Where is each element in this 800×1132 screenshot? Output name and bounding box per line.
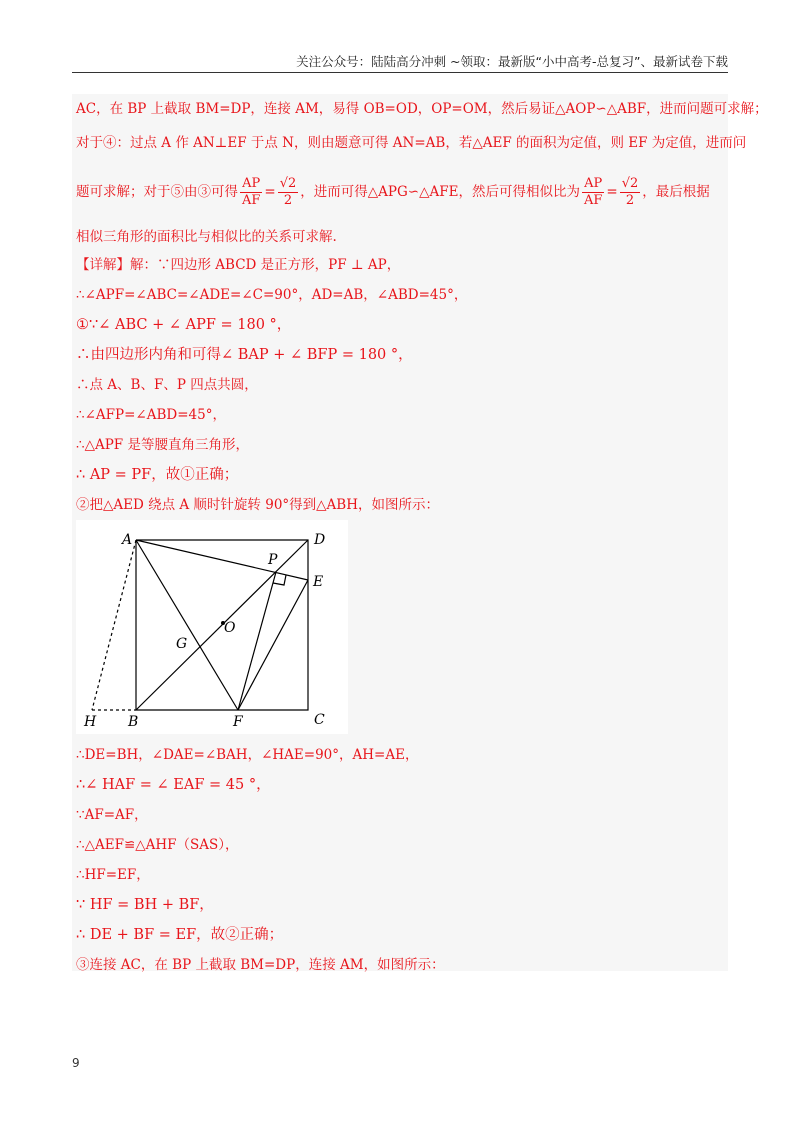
fraction-denominator: AF xyxy=(242,193,261,208)
text-span: 题可求解；对于⑤由③可得 xyxy=(76,184,238,200)
fraction-numerator: AP xyxy=(240,176,262,193)
text-line: ∵ HF = BH + BF， xyxy=(76,897,214,913)
dashed-segment-ah xyxy=(92,540,136,710)
header-rule xyxy=(72,72,728,73)
text-line: ∴HF=EF， xyxy=(76,867,150,883)
fraction-ap-af xyxy=(240,176,262,209)
label-o: O xyxy=(224,620,236,636)
text-span: ，进而可得△APG∽△AFE，然后可得相似比为 xyxy=(300,184,580,200)
label-c: C xyxy=(314,712,325,728)
text-line: ②把△AED 绕点 A 顺时针旋转 90°得到△ABH，如图所示： xyxy=(76,497,439,513)
label-d: D xyxy=(314,532,326,548)
text-line: ∴DE=BH，∠DAE=∠BAH，∠HAE=90°，AH=AE， xyxy=(76,747,419,763)
text-line: ③连接 AC，在 BP 上截取 BM=DP，连接 AM，如图所示： xyxy=(76,957,445,973)
fraction-denominator: 2 xyxy=(283,193,293,208)
text-line: ①∵∠ ABC + ∠ APF = 180 °， xyxy=(76,317,292,333)
segment-pf xyxy=(238,572,276,710)
label-b: B xyxy=(128,714,139,730)
segment-ae xyxy=(136,540,308,580)
fraction-sqrt2-2 xyxy=(278,176,299,209)
text-line: ∴△AEF≌△AHF（SAS）， xyxy=(76,837,239,853)
text-line: ∴△APF 是等腰直角三角形， xyxy=(76,437,249,453)
solution-content xyxy=(72,94,768,973)
text-line: 对于④：过点 A 作 AN⊥EF 于点 N，则由题意可得 AN=AB，若△AEF 的面积为定值，则 EF 为定值，进而问 xyxy=(76,135,747,151)
page-number: 9 xyxy=(72,1056,80,1070)
fraction-denominator: 2 xyxy=(625,193,635,208)
fraction-sqrt2-2 xyxy=(620,176,641,209)
fraction-denominator: AF xyxy=(583,193,603,208)
fraction-numerator: √2 xyxy=(279,176,297,191)
label-a: A xyxy=(122,532,133,548)
label-e: E xyxy=(313,574,324,590)
text-line: ∴∠APF=∠ABC=∠ADE=∠C=90°，AD=AB，∠ABD=45°， xyxy=(76,287,468,303)
label-f: F xyxy=(233,714,243,730)
fraction-ap-af xyxy=(582,176,604,209)
text-line: ∴ DE + BF = EF，故②正确； xyxy=(76,927,284,943)
text-line: ∴ AP = PF，故①正确； xyxy=(76,467,239,483)
page-header: 关注公众号：陆陆高分冲刺 ~领取：最新版“小中高考-总复习”、最新试卷下载 xyxy=(296,54,728,69)
text-line: 【详解】解：∵四边形 ABCD 是正方形，PF ⊥ AP， xyxy=(76,257,401,273)
text-line: AC，在 BP 上截取 BM=DP，连接 AM，易得 OB=OD，OP=OM，然后易证△AOP∽△ABF，进而问题可求解； xyxy=(76,101,768,117)
label-h: H xyxy=(84,714,97,730)
fraction-numerator: √2 xyxy=(621,176,639,191)
geometry-diagram xyxy=(76,520,348,734)
label-g: G xyxy=(176,636,188,652)
text-line: ∴点 A、B、F、P 四点共圆， xyxy=(76,377,258,393)
text-line: ∴∠ HAF = ∠ EAF = 45 °， xyxy=(76,777,271,793)
text-line-with-fraction: 题可求解；对于⑤由③可得 $\frac{AP}{AF}$ = $\frac{√2}{2}$ ，进而可得△APG∽△AFE，然后可得相似比为 $\frac{AP}{AF}$ = $\frac{√2}{2}$ ，最后根据 xyxy=(76,176,710,208)
text-line: 相似三角形的面积比与相似比的关系可求解. xyxy=(76,229,337,245)
text-line: ∵AF=AF， xyxy=(76,807,148,823)
text-line: ∴由四边形内角和可得∠ BAP + ∠ BFP = 180 °， xyxy=(76,347,413,363)
label-p: P xyxy=(268,552,278,568)
fraction-numerator: AP xyxy=(582,176,604,193)
geometry-figure xyxy=(76,520,348,734)
diagonal-bd xyxy=(136,540,308,710)
text-line: ∴∠AFP=∠ABD=45°， xyxy=(76,407,226,423)
text-span: ，最后根据 xyxy=(642,184,710,200)
